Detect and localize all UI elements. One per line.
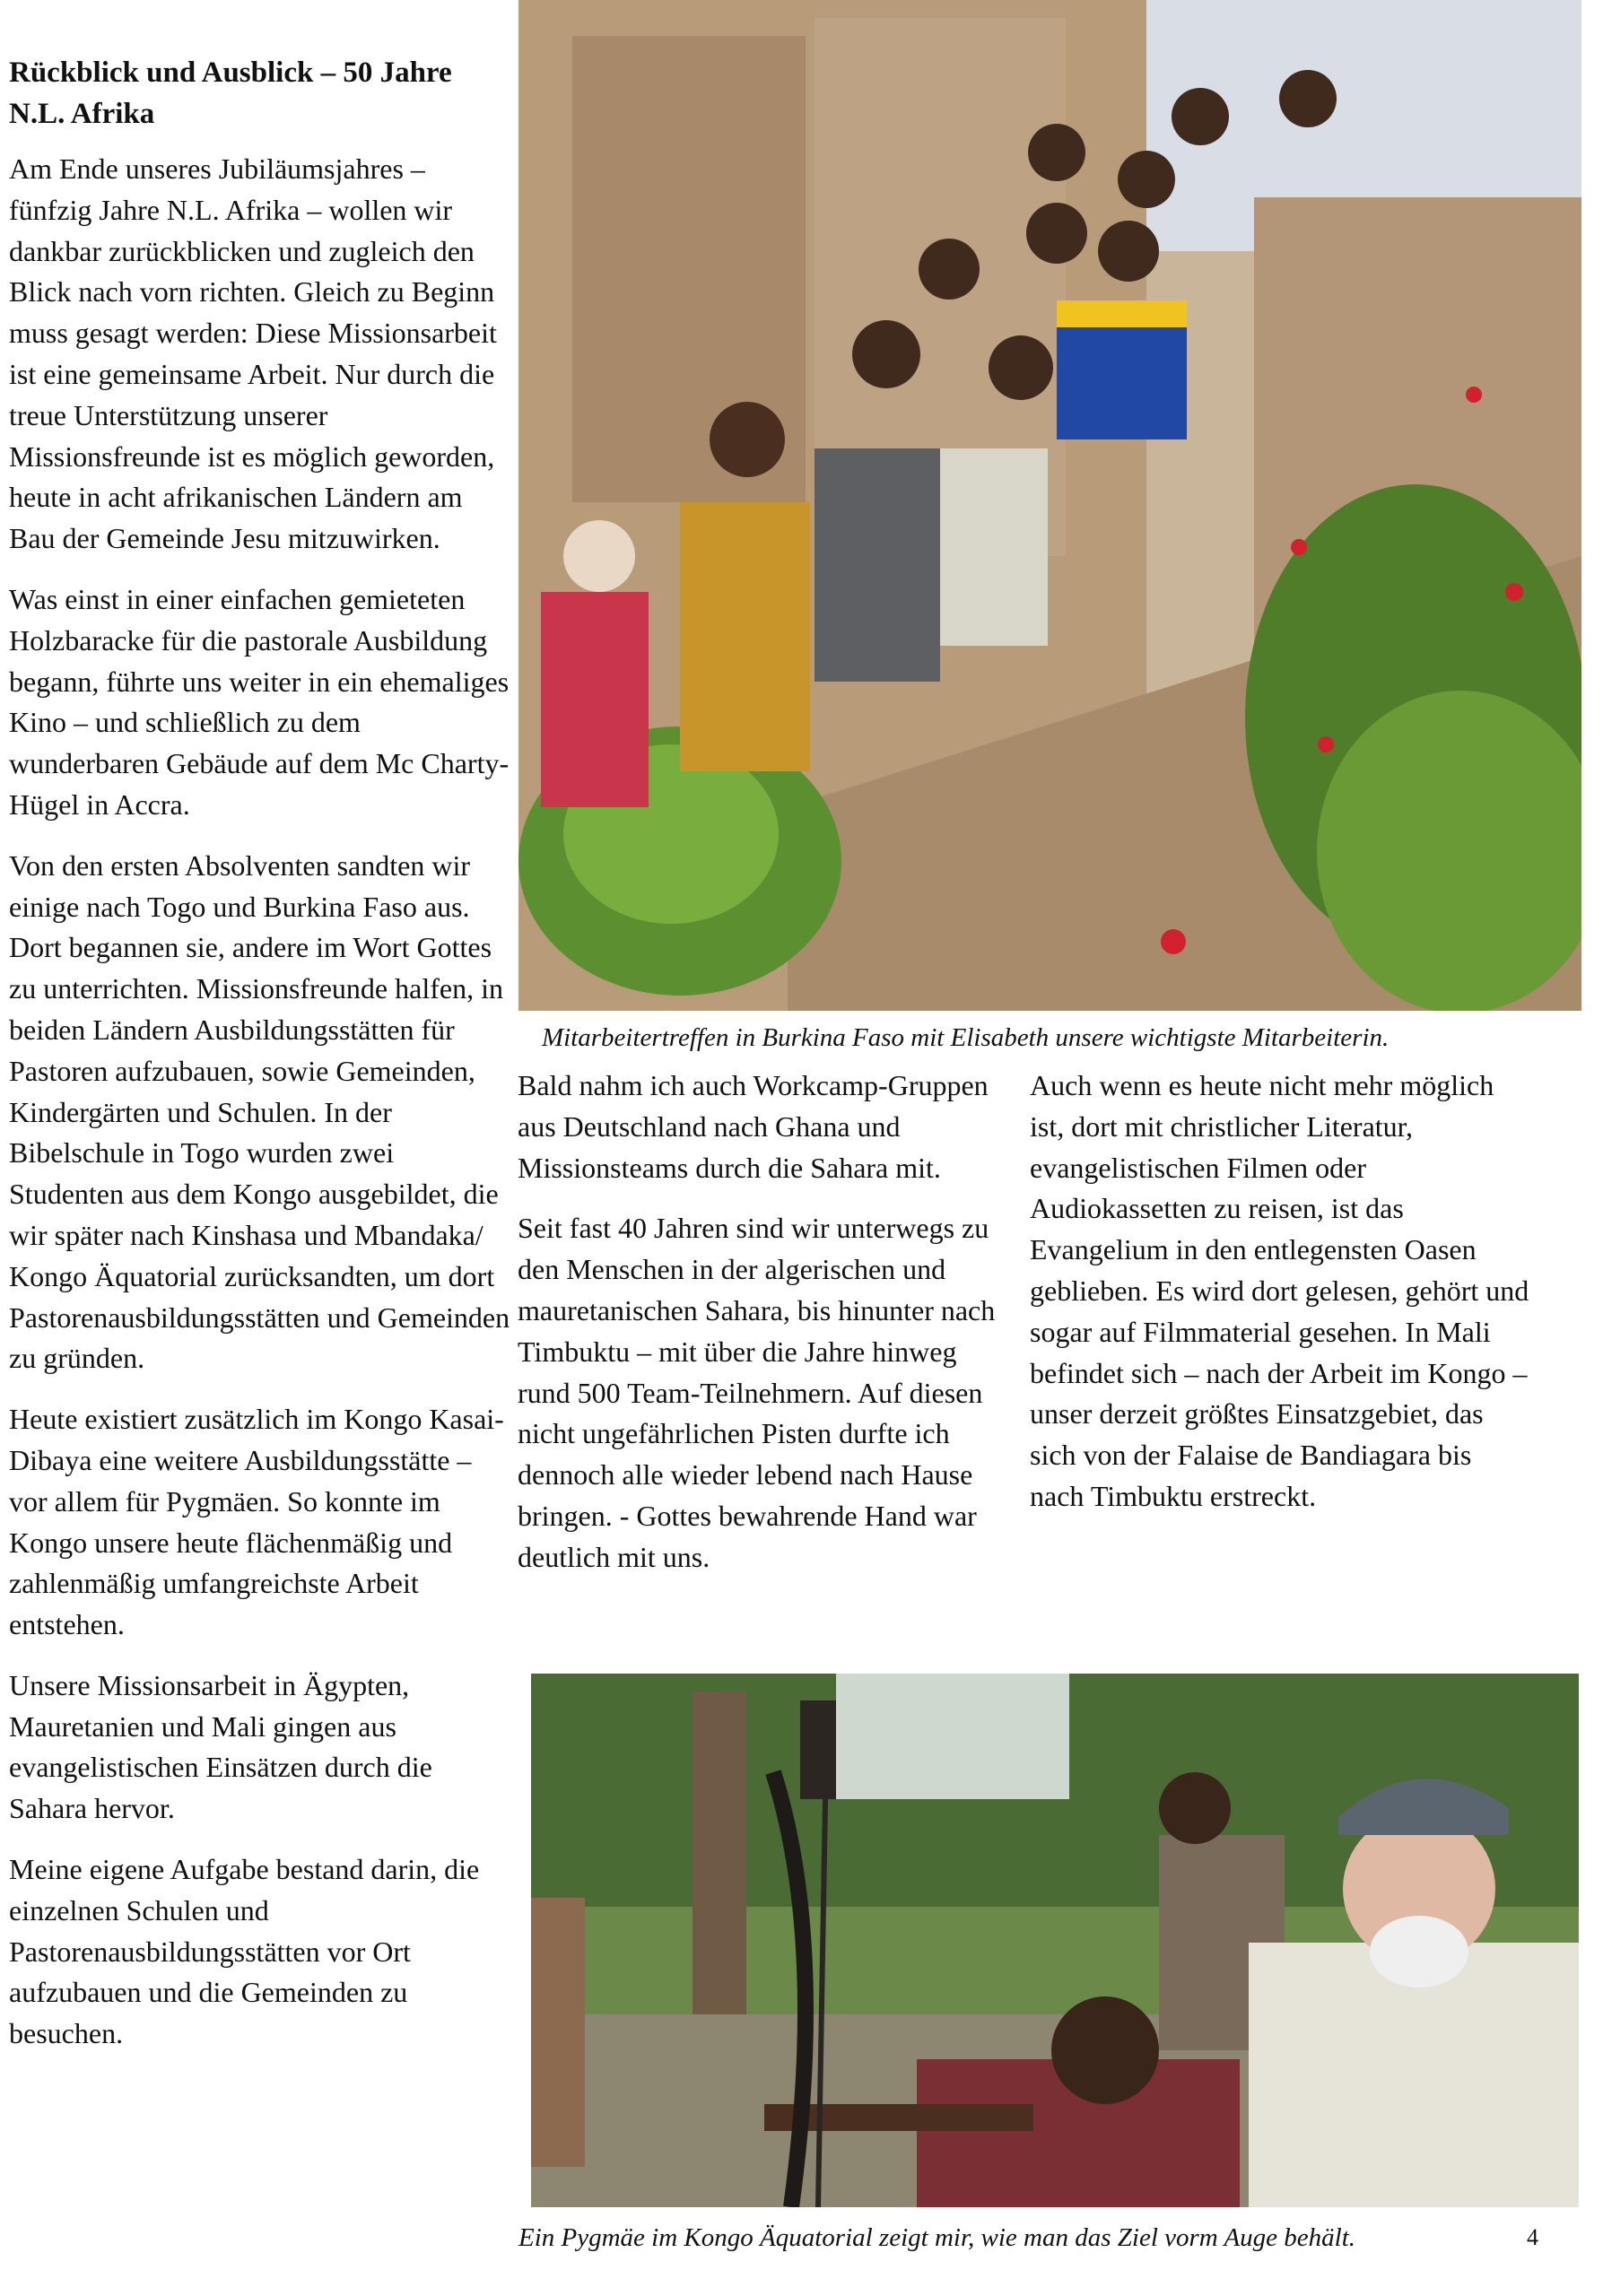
text-column-middle: [518, 1065, 1006, 1598]
paragraph: Heute existiert zusätzlich im Kongo Kasai-Dibaya eine weitere Ausbildungsstätte – vor allem für Pygmäen. So konnte im Kongo unsere heute flächenmäßig und zahlenmäßig umfangreichste Arbeit entstehen.: [9, 1403, 504, 1641]
photo-caption-bottom: Ein Pygmäe im Kongo Äquatorial zeigt mir, wie man das Ziel vorm Auge behält.: [518, 2223, 1356, 2252]
group-photo-burkina-faso: [518, 0, 1581, 1011]
paragraph: Von den ersten Absolventen sandten wir einige nach Togo und Burkina Faso aus. Dort begannen sie, andere im Wort Gottes zu unterrichten. Missionsfreunde halfen, in beiden Ländern Ausbildungsstätten für Pastoren aufzubauen, sowie Gemeinden, Kindergärten und Schulen. In der Bibelschule in Togo wurden zwei Studenten aus dem Kongo ausgebildet, die wir später nach Kinshasa und Mbandaka/ Kongo Äquatorial zurücksandten, um dort Pastorenausbildungsstätten und Gemeinden zu gründen.: [9, 848, 510, 1375]
archer-photo-congo: [531, 1674, 1579, 2207]
article-title: Rückblick und Ausblick – 50 Jahre N.L. Afrika: [9, 57, 452, 130]
paragraph: Am Ende unseres Jubiläumsjahres – fünfzig Jahre N.L. Afrika – wollen wir dankbar zurückblicken und zugleich den Blick nach vorn richten. Gleich zu Beginn muss gesagt werden: Diese Missionsarbeit ist eine gemeinsame Arbeit. Nur durch die treue Unterstützung unserer Missionsfreunde ist es möglich geworden, heute in acht afrikanischen Ländern am Bau der Gemeinde Jesu mitzuwirken.: [9, 152, 497, 555]
photo-caption-top: Mitarbeitertreffen in Burkina Faso mit Elisabeth unsere wichtigste Mitarbeiterin.: [542, 1023, 1390, 1052]
paragraph: Seit fast 40 Jahren sind wir unterwegs zu den Menschen in der algerischen und mauretanischen Sahara, bis hinunter nach Timbuktu – mit über die Jahre hinweg rund 500 Team-Teilnehmern. Auf diesen nicht ungefährlichen Pisten durfte ich dennoch alle wieder lebend nach Hause bringen. - Gottes bewahrende Hand war deutlich mit uns.: [518, 1212, 996, 1573]
paragraph: Was einst in einer einfachen gemieteten Holzbaracke für die pastorale Ausbildung begann, führte uns weiter in ein ehemaliges Kino – und schließlich zu dem wunderbaren Gebäude auf dem Mc Charty-Hügel in Accra.: [9, 582, 510, 821]
text-column-right: [1030, 1065, 1532, 1537]
text-column-left: [9, 149, 511, 2074]
page-number: 4: [1527, 2224, 1538, 2250]
paragraph: Meine eigene Aufgabe bestand darin, die einzelnen Schulen und Pastorenausbildungsstätten vor Ort aufzubauen und die Gemeinden zu besuchen.: [9, 1853, 480, 2050]
paragraph: Unsere Missionsarbeit in Ägypten, Mauretanien und Mali gingen aus evangelistischen Einsätzen durch die Sahara hervor.: [9, 1668, 432, 1825]
paragraph: Auch wenn es heute nicht mehr möglich ist, dort mit christlicher Literatur, evangelistischen Filmen oder Audiokassetten zu reisen, ist das Evangelium in den entlegensten Oasen geblieben. Es wird dort gelesen, gehört und sogar auf Filmmaterial gesehen. In Mali befindet sich – nach der Arbeit im Kongo – unser derzeit größtes Einsatzgebiet, das sich von der Falaise de Bandiagara bis nach Timbuktu erstreckt.: [1030, 1069, 1529, 1512]
paragraph: Bald nahm ich auch Workcamp-Gruppen aus Deutschland nach Ghana und Missionsteams durch die Sahara mit.: [518, 1069, 989, 1184]
